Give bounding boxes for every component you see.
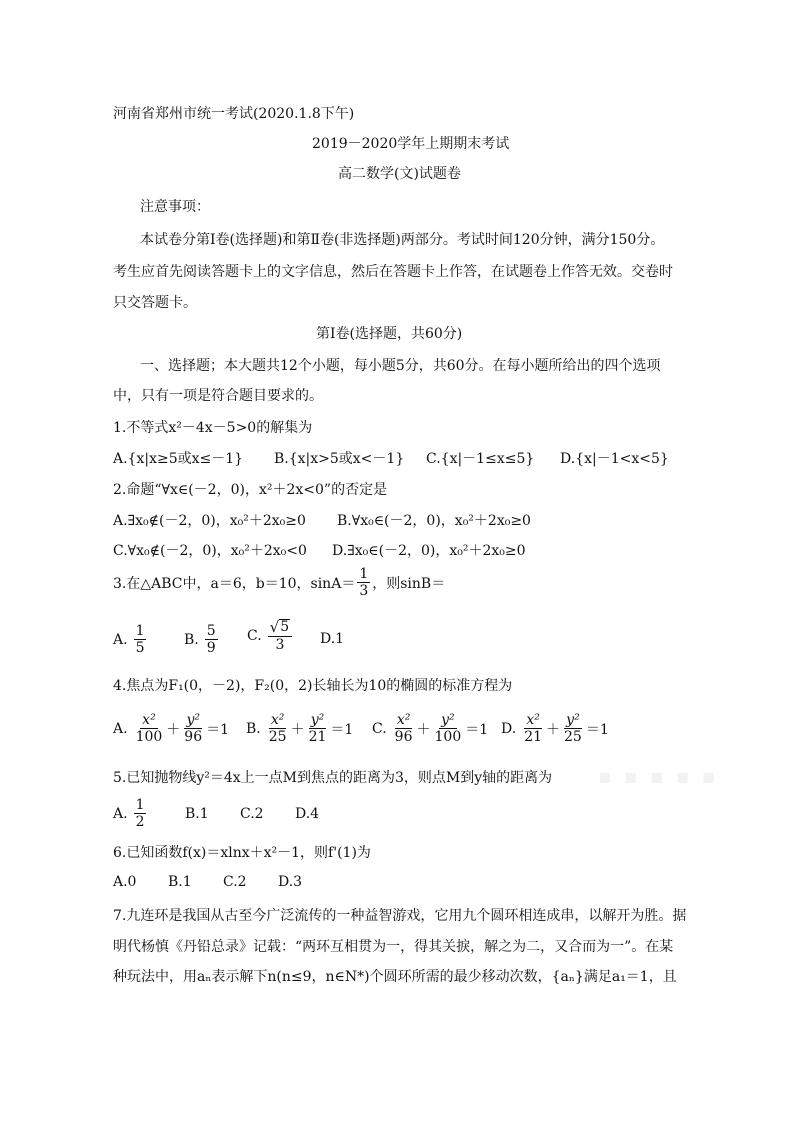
notice-line-2: 考生应首先阅读答题卡上的文字信息，然后在答题卡上作答，在试题卷上作答无效。交卷时 [113, 264, 673, 280]
faint-watermark: ▪ ▪ ▪ ▪ ▪ [598, 764, 719, 788]
fraction-numerator: y² [441, 712, 455, 728]
question-7-line-2: 明代杨慎《丹铅总录》记载：“两环互相贯为一，得其关捩，解之为二，又合而为一”。在某 [113, 939, 674, 955]
fraction-numerator: x² [396, 712, 411, 728]
fraction-denominator: 96 [184, 729, 203, 745]
question-5-stem: 5.已知抛物线y²＝4x上一点M到焦点的距离为3，则点M到y轴的距离为 [113, 770, 553, 786]
option-label: C. [372, 720, 387, 737]
question-3-option-a [113, 623, 148, 656]
question-2-option-b: B.∀x₀∈(－2，0)，x₀²＋2x₀≥0 [337, 513, 531, 529]
option-fraction-y [562, 712, 584, 745]
option-label: A. [113, 720, 128, 737]
notice-line-3: 只交答题卡。 [113, 295, 197, 311]
question-6-stem: 6.已知函数f(x)＝xlnx＋x²－1，则f'(1)为 [113, 845, 371, 861]
question-5-option-c: C.2 [240, 806, 264, 822]
fraction-numerator: 5 [206, 623, 216, 639]
question-1-stem: 1.不等式x²－4x－5>0的解集为 [113, 420, 313, 436]
fraction-numerator: 1 [135, 797, 145, 813]
section-title: 第Ⅰ卷(选择题，共60分) [316, 326, 463, 342]
equals-one: ＝1 [465, 721, 489, 738]
option-fraction [134, 623, 147, 656]
radicand: 5 [280, 619, 290, 635]
fraction-numerator: 1 [359, 566, 369, 582]
question-4-stem: 4.焦点为F₁(0，－2)，F₂(0，2)长轴长为10的椭圆的标准方程为 [113, 678, 513, 694]
question-4-option-d: D. $\frac{\text{x²}}{21}$ ＋ $\frac{\text{y²}}{25}$ ＝1 [501, 712, 609, 745]
question-6-option-b: B.1 [168, 874, 192, 890]
exam-source: 河南省郑州市统一考试(2020.1.8下午) [113, 106, 355, 122]
fraction-numerator [268, 619, 292, 637]
question-4-option-b: B. $\frac{\text{x²}}{25}$ ＋ $\frac{\text{y²}}{21}$ ＝1 [246, 712, 354, 745]
question-5-option-b: B.1 [185, 806, 209, 822]
exam-title: 2019－2020学年上期期末考试 [312, 136, 510, 152]
question-5-option-a [113, 797, 148, 830]
notice-line-1: 本试卷分第Ⅰ卷(选择题)和第Ⅱ卷(非选择题)两部分。考试时间120分钟，满分150分。 [140, 232, 665, 248]
question-2-stem: 2.命题“∀x∈(－2，0)，x²＋2x<0”的否定是 [113, 482, 388, 498]
option-label: D. [501, 720, 517, 737]
option-fraction-y [182, 712, 204, 745]
section-intro-2: 中，只有一项是符合题目要求的。 [113, 388, 323, 404]
question-7-line-3: 种玩法中，用aₙ表示解下n(n≤9，n∈N*)个圆环所需的最少移动次数，{aₙ}满足a₁＝1，且 [113, 969, 677, 985]
option-fraction-x [522, 712, 544, 745]
option-label: B. [184, 631, 199, 648]
fraction-numerator: x² [142, 712, 156, 728]
fraction-denominator: 2 [135, 814, 145, 830]
option-fraction-y [307, 712, 329, 745]
fraction-denominator: 3 [359, 583, 369, 599]
question-3-option-b [184, 623, 220, 656]
question-6-option-a: A.0 [113, 874, 137, 890]
exam-subtitle: 高二数学(文)试题卷 [338, 166, 461, 182]
question-2-option-a: A.∃x₀∉(－2，0)，x₀²＋2x₀≥0 [113, 513, 306, 529]
fraction-denominator: 96 [394, 729, 413, 745]
question-1-option-c: C.{x|－1≤x≤5} [426, 451, 535, 467]
fraction-denominator: 25 [268, 729, 287, 745]
option-fraction-x [134, 712, 165, 745]
question-4-option-a: A. $\frac{\text{x²}}{100}$ ＋ $\frac{\text{y²}}{96}$ ＝1 [113, 712, 230, 745]
fraction-denominator: 100 [434, 729, 462, 745]
option-fraction [134, 797, 147, 830]
question-1-option-a: A.{x|x≥5或x≤－1} [113, 451, 244, 467]
option-fraction-y [433, 712, 464, 745]
question-1-option-d: D.{x|－1<x<5} [560, 451, 669, 467]
option-label: B. [246, 720, 261, 737]
question-2-option-c: C.∀x₀∉(－2，0)，x₀²＋2x₀<0 [113, 543, 307, 559]
fraction-numerator: 1 [135, 623, 145, 639]
fraction-denominator: 9 [206, 640, 216, 656]
option-label: C. [247, 628, 262, 644]
fraction-denominator: 21 [308, 729, 327, 745]
notice-heading: 注意事项： [140, 199, 210, 215]
question-3-stem-fraction [357, 566, 370, 599]
equals-one: ＝1 [330, 721, 354, 738]
question-3-option-c [247, 619, 294, 653]
option-fraction [268, 619, 292, 653]
fraction-denominator: 21 [524, 729, 543, 745]
question-3-stem-text: 3.在△ABC中，a＝6，b＝10，sinA＝ [113, 575, 356, 592]
question-3-option-d: D.1 [320, 631, 345, 647]
fraction-denominator: 25 [564, 729, 582, 745]
option-fraction-x [393, 712, 415, 745]
question-4-option-c: C. $\frac{\text{x²}}{96}$ ＋ $\frac{\text{y²}}{100}$ ＝1 [372, 712, 489, 745]
fraction-numerator: y² [186, 712, 200, 728]
fraction-numerator: x² [270, 712, 285, 728]
option-label: A. [113, 805, 128, 822]
question-7-line-1: 7.九连环是我国从古至今广泛流传的一种益智游戏，它用九个圆环相连成串，以解开为胜。据 [113, 908, 687, 924]
question-6-option-d: D.3 [278, 874, 303, 890]
section-intro-1: 一、选择题；本大题共12个小题，每小题5分，共60分。在每小题所给出的四个选项 [140, 358, 661, 374]
option-label: A. [113, 631, 128, 648]
question-6-option-c: C.2 [223, 874, 247, 890]
fraction-denominator: 3 [275, 637, 285, 653]
fraction-numerator: y² [310, 712, 325, 728]
sqrt-symbol: √ 5 [269, 618, 290, 636]
fraction-denominator: 100 [135, 729, 163, 745]
fraction-denominator: 5 [135, 640, 145, 656]
option-fraction-x [267, 712, 289, 745]
question-5-option-d: D.4 [295, 806, 320, 822]
question-3-stem [113, 566, 445, 599]
equals-one: ＝1 [206, 721, 230, 738]
equals-one: ＝1 [585, 721, 609, 738]
question-3-stem-tail: ，则sinB＝ [372, 575, 446, 592]
fraction-numerator: x² [526, 712, 540, 728]
option-fraction [205, 623, 218, 656]
question-2-option-d: D.∃x₀∈(－2，0)，x₀²＋2x₀≥0 [332, 543, 526, 559]
fraction-numerator: y² [566, 712, 580, 728]
question-1-option-b: B.{x|x>5或x<－1} [274, 451, 405, 467]
